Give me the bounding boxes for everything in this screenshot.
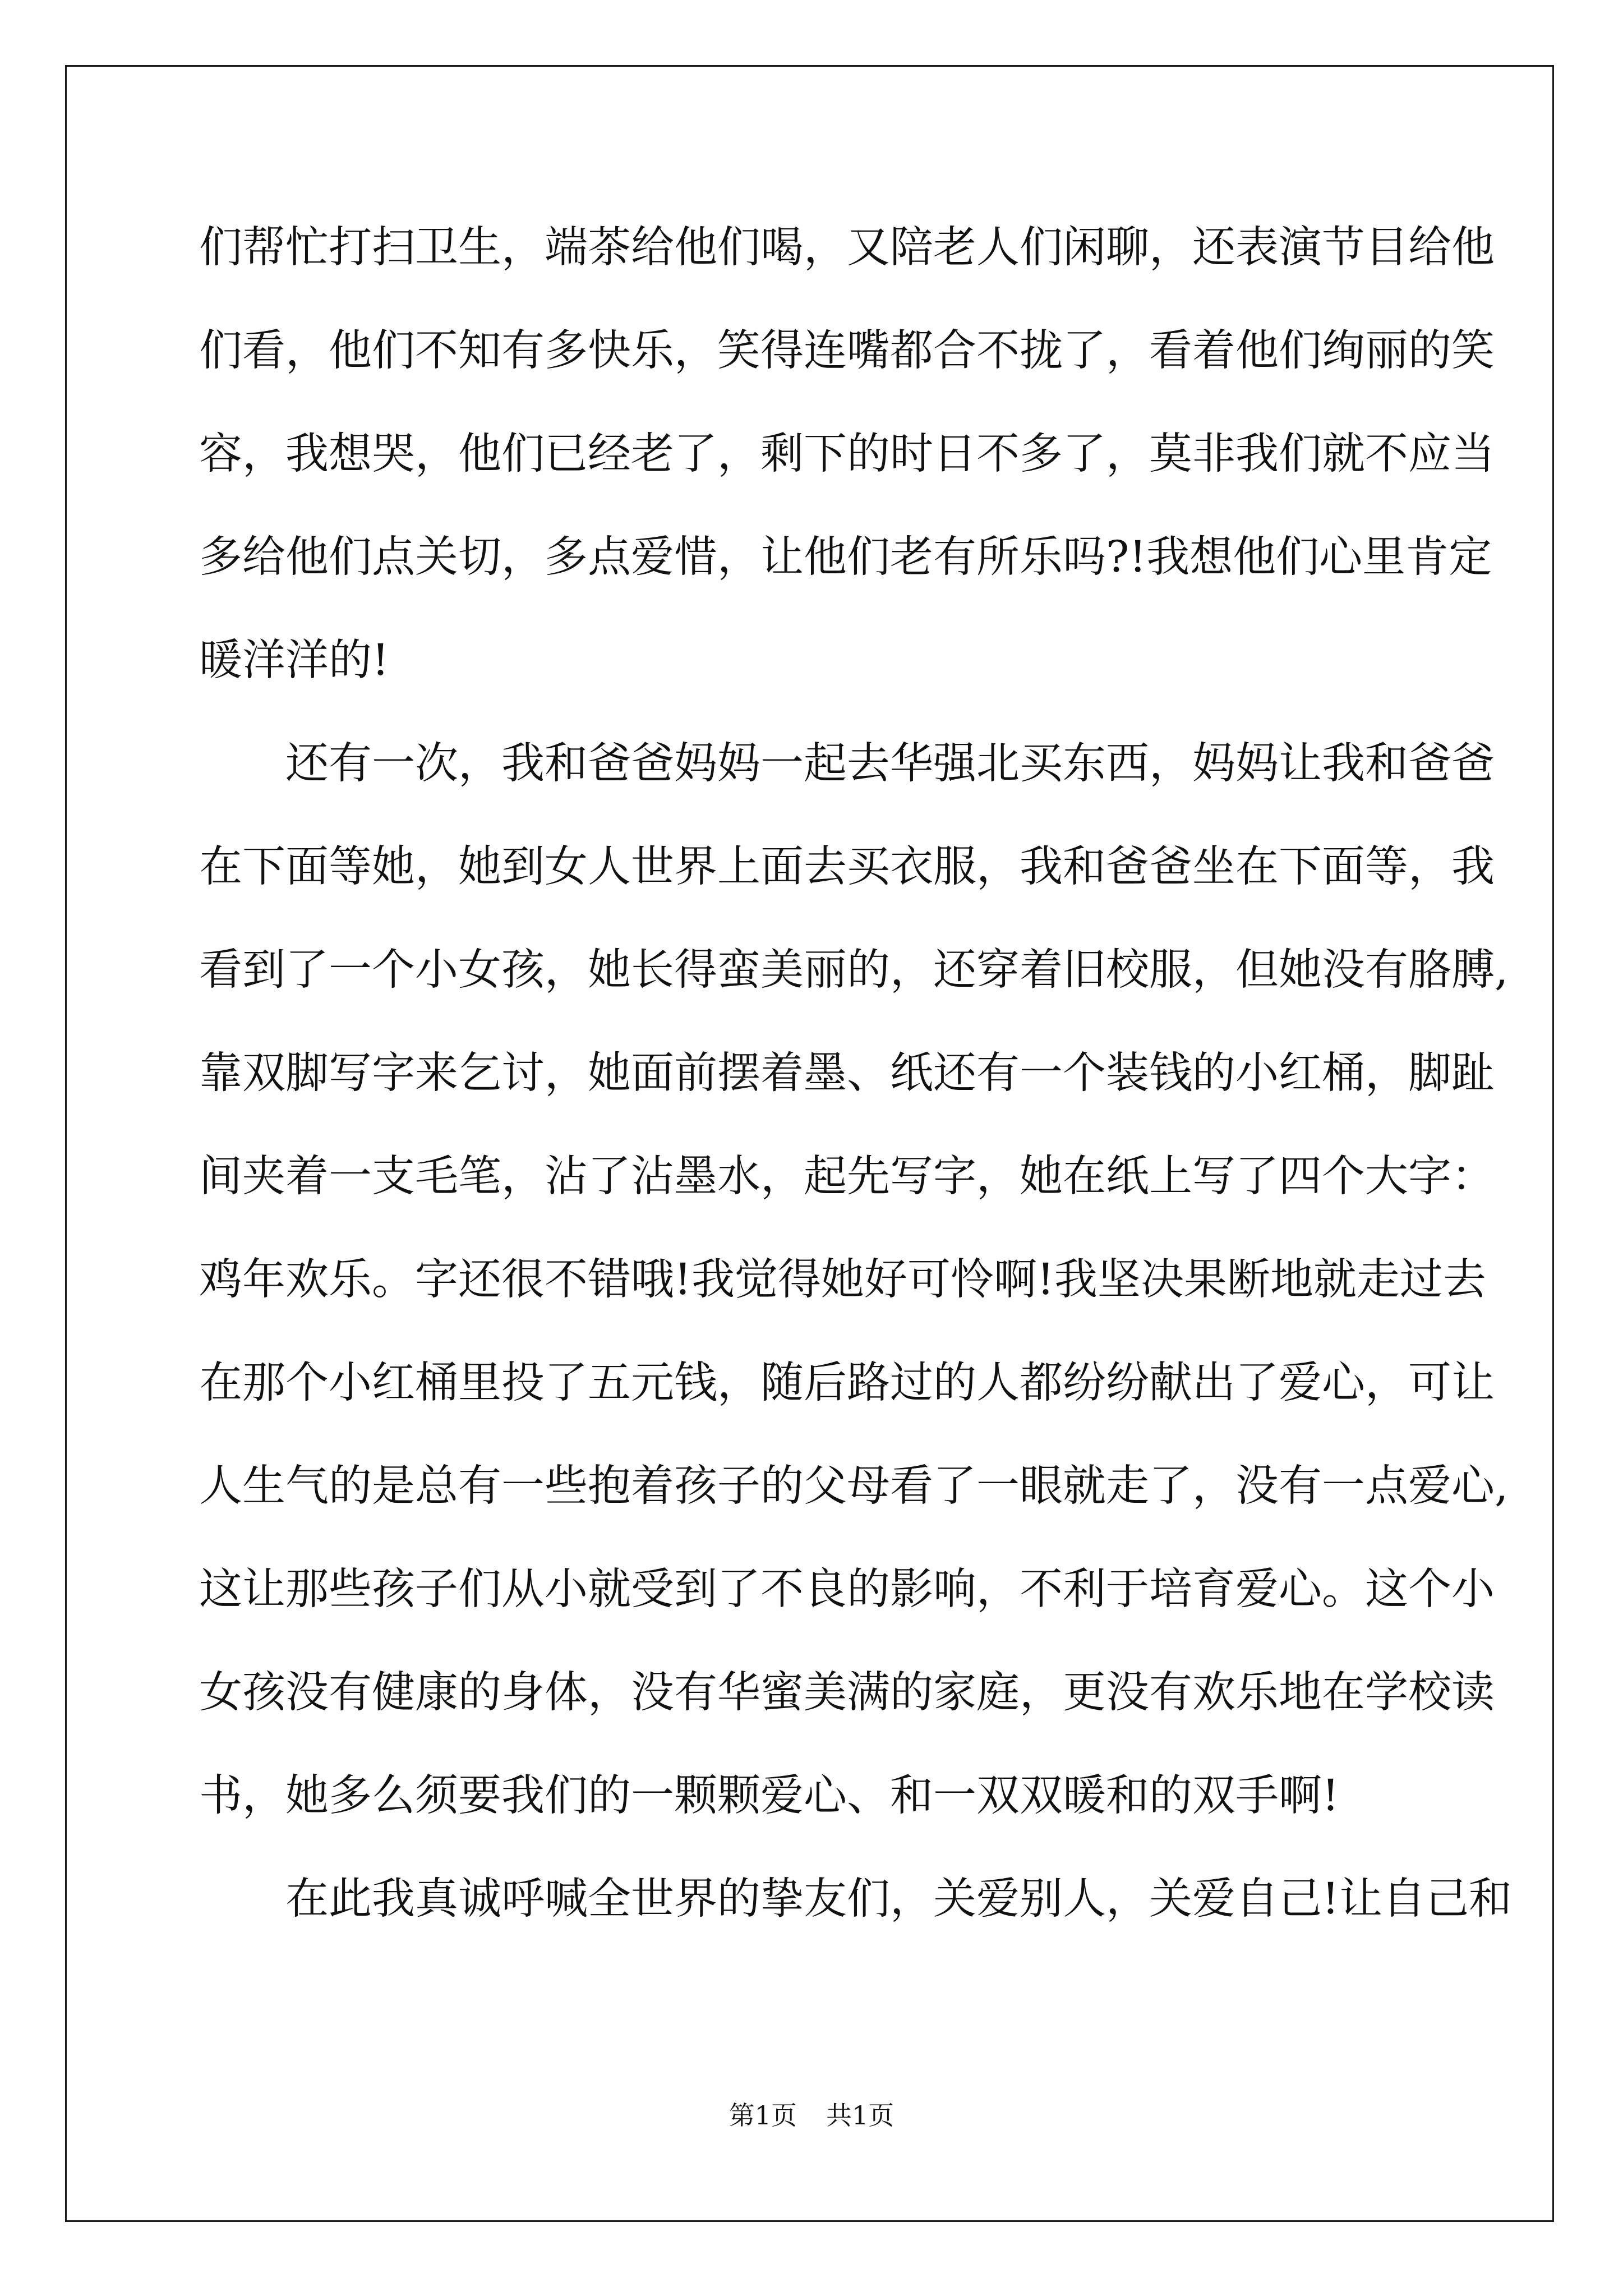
text-line: 在那个小红桶里投了五元钱，随后路过的人都纷纷献出了爱心，可让	[199, 1358, 1495, 1408]
text-line: 鸡年欢乐。字还很不错哦!我觉得她好可怜啊!我坚决果断地就走过去	[199, 1255, 1486, 1305]
page-footer	[0, 2095, 1623, 2132]
text-line: 间夹着一支毛笔，沾了沾墨水，起先写字，她在纸上写了四个大字：	[199, 1152, 1495, 1202]
text-line: 们帮忙打扫卫生，端茶给他们喝，又陪老人们闲聊，还表演节目给他	[199, 223, 1495, 273]
text-line: 看到了一个小女孩，她长得蛮美丽的，还穿着旧校服，但她没有胳膊,	[199, 945, 1509, 995]
text-line: 在此我真诚呼喊全世界的挚友们，关爱别人，关爱自己!让自己和	[285, 1874, 1512, 1924]
text-line: 们看，他们不知有多快乐，笑得连嘴都合不拢了，看着他们绚丽的笑	[199, 326, 1495, 376]
text-line: 多给他们点关切，多点爱惜，让他们老有所乐吗?!我想他们心里肯定	[199, 532, 1492, 582]
text-line: 书，她多么须要我们的一颗颗爱心、和一双双暖和的双手啊!	[199, 1771, 1339, 1821]
text-line: 暖洋洋的!	[199, 636, 389, 685]
text-line: 还有一次，我和爸爸妈妈一起去华强北买东西，妈妈让我和爸爸	[285, 739, 1495, 789]
text-line: 人生气的是总有一些抱着孩子的父母看了一眼就走了，没有一点爱心,	[199, 1461, 1509, 1511]
page-number-total: 共1页	[826, 2100, 895, 2131]
text-line: 这让那些孩子们从小就受到了不良的影响，不利于培育爱心。这个小	[199, 1565, 1495, 1614]
text-line: 容，我想哭，他们已经老了，剩下的时日不多了，莫非我们就不应当	[199, 429, 1495, 479]
page-number-current: 第1页	[728, 2100, 797, 2131]
text-line: 在下面等她，她到女人世界上面去买衣服，我和爸爸坐在下面等，我	[199, 842, 1495, 892]
document-body	[199, 205, 1512, 1959]
text-line: 女孩没有健康的身体，没有华蜜美满的家庭，更没有欢乐地在学校读	[199, 1668, 1495, 1718]
text-line: 靠双脚写字来乞讨，她面前摆着墨、纸还有一个装钱的小红桶，脚趾	[199, 1048, 1495, 1098]
